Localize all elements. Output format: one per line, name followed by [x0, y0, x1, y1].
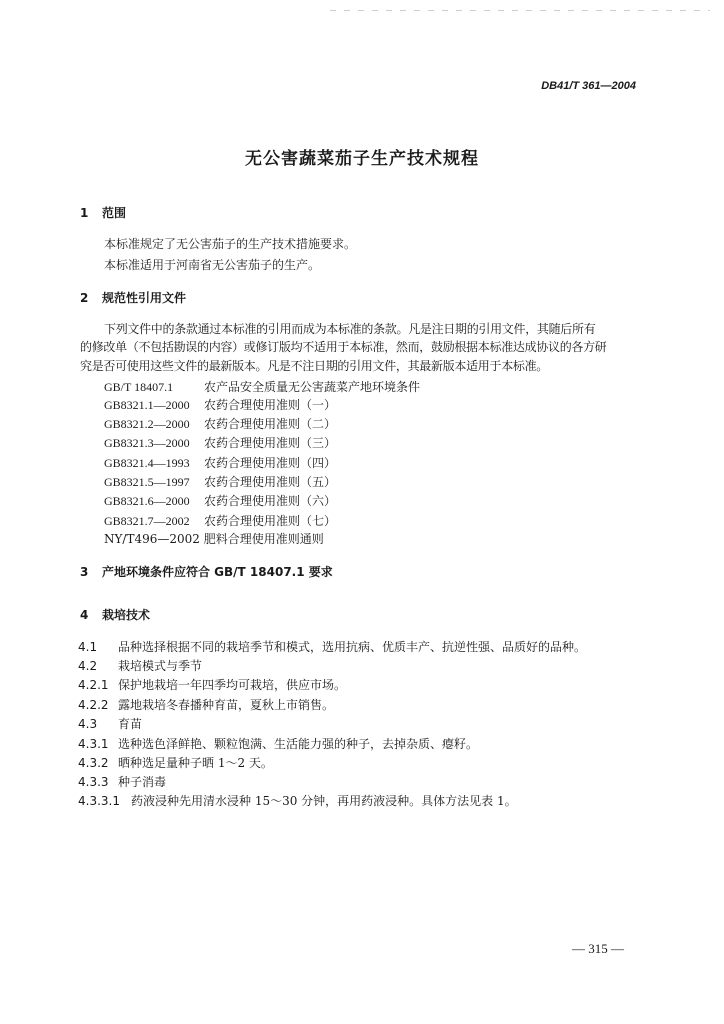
clause-number: 4.3.3 — [78, 775, 109, 789]
reference-item — [104, 415, 336, 432]
reference-item — [104, 396, 336, 413]
clause-text: 栽培模式与季节 — [118, 659, 203, 673]
reference-item — [104, 454, 336, 471]
reference-code: GB8321.6—2000 — [104, 494, 190, 508]
clause-text: 品种选择根据不同的栽培季节和模式，选用抗病、优质丰产、抗逆性强、品质好的品种。 — [118, 640, 587, 654]
clause-text: 露地栽培冬春播种育苗，夏秋上市销售。 — [118, 698, 335, 712]
reference-code: GB8321.2—2000 — [104, 417, 190, 431]
standard-code: DB41/T 361—2004 — [541, 80, 636, 92]
reference-item — [104, 378, 420, 395]
clause-item — [78, 638, 586, 655]
clause-item — [78, 754, 273, 771]
reference-item — [104, 434, 336, 451]
reference-code: GB8321.4—1993 — [104, 456, 190, 470]
section-1-heading — [80, 204, 126, 221]
clause-text: 晒种选足量种子晒 1～2 天。 — [118, 756, 273, 770]
section-number: 1 — [80, 206, 89, 220]
section-3-heading — [80, 563, 333, 580]
reference-name: 农药合理使用准则（六） — [204, 494, 337, 508]
reference-code: GB8321.5—1997 — [104, 475, 190, 489]
reference-name: 农药合理使用准则（三） — [204, 436, 337, 450]
clause-number: 4.2.1 — [78, 678, 109, 692]
clause-text: 保护地栽培一年四季均可栽培，供应市场。 — [118, 678, 347, 692]
reference-name: 农药合理使用准则（七） — [204, 514, 337, 528]
clause-number: 4.3 — [78, 717, 98, 731]
section-title: 栽培技术 — [102, 608, 151, 622]
clause-number: 4.3.1 — [78, 737, 109, 751]
clause-number: 4.1 — [78, 640, 98, 654]
reference-item — [104, 512, 336, 529]
clause-item — [78, 715, 142, 732]
section-number: 4 — [80, 608, 89, 622]
clause-item — [78, 676, 346, 693]
paragraph: 本标准适用于河南省无公害茄子的生产。 — [104, 258, 321, 272]
clause-text: 种子消毒 — [118, 775, 167, 789]
paragraph-line: 的修改单（不包括勘误的内容）或修订版均不适用于本标准，然而，鼓励根据本标准达成协议的各方研 — [80, 340, 607, 354]
section-2-heading — [80, 289, 186, 306]
scan-artifact-line — [330, 10, 710, 11]
clause-item — [78, 773, 166, 790]
clause-item — [78, 792, 517, 809]
reference-name: 农药合理使用准则（五） — [204, 475, 337, 489]
section-number: 2 — [80, 291, 89, 305]
reference-code: GB8321.7—2002 — [104, 514, 190, 528]
reference-name: 农药合理使用准则（一） — [204, 398, 337, 412]
section-title: 规范性引用文件 — [102, 291, 187, 305]
clause-item — [78, 696, 334, 713]
clause-number: 4.3.2 — [78, 756, 109, 770]
reference-name: 农药合理使用准则（二） — [204, 417, 337, 431]
paragraph-line: 下列文件中的条款通过本标准的引用而成为本标准的条款。凡是注日期的引用文件，其随后所有 — [104, 322, 596, 336]
clause-number: 4.2.2 — [78, 698, 109, 712]
reference-code: GB8321.3—2000 — [104, 436, 190, 450]
reference-code: GB8321.1—2000 — [104, 398, 190, 412]
clause-item — [78, 735, 478, 752]
paragraph-line: 究是否可使用这些文件的最新版本。凡是不注日期的引用文件，其最新版本适用于本标准。 — [80, 359, 549, 373]
clause-number: 4.3.3.1 — [78, 794, 120, 808]
paragraph: 本标准规定了无公害茄子的生产技术措施要求。 — [104, 237, 357, 251]
reference-item: NY/T496—2002 肥料合理使用准则通则 — [104, 532, 324, 546]
reference-name: 农药合理使用准则（四） — [204, 456, 337, 470]
section-title: 产地环境条件应符合 GB/T 18407.1 要求 — [102, 565, 333, 579]
section-4-heading — [80, 606, 150, 623]
clause-item — [78, 657, 202, 674]
clause-number: 4.2 — [78, 659, 98, 673]
section-number: 3 — [80, 565, 89, 579]
section-title: 范围 — [102, 206, 127, 220]
reference-item — [104, 492, 336, 509]
page-number: — 315 — — [572, 941, 624, 956]
reference-code: GB/T 18407.1 — [104, 380, 174, 394]
clause-text: 选种选色泽鲜艳、颗粒饱满、生活能力强的种子，去掉杂质、瘪籽。 — [118, 737, 479, 751]
reference-item — [104, 473, 336, 490]
reference-name: 农产品安全质量无公害蔬菜产地环境条件 — [204, 380, 421, 394]
clause-text: 药液浸种先用清水浸种 15～30 分钟，再用药液浸种。具体方法见表 1。 — [131, 794, 517, 808]
document-title: 无公害蔬菜茄子生产技术规程 — [245, 149, 479, 169]
clause-text: 育苗 — [118, 717, 143, 731]
